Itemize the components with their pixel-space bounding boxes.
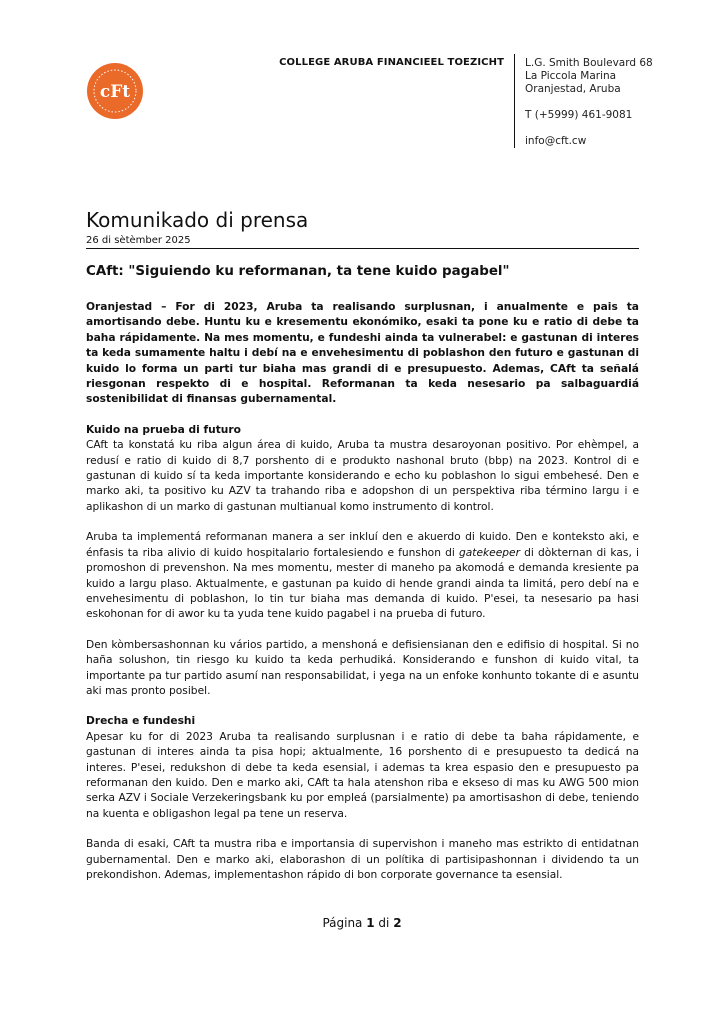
page-label: Página: [322, 916, 363, 930]
paragraph: Banda di esaki, CAft ta mustra riba e importansia di supervishon i maneho mas estrikto di entidatnan gubernamental. Den e marko aki, elaborashon di un polítika di partisipashonnan i dividendo ta un prekondishon. Ademas, implementashon rápido di bon corporate governance ta esensial.: [86, 837, 639, 881]
address-line: La Piccola Marina: [525, 70, 617, 82]
title-divider: [86, 248, 639, 249]
logo-text: cFt: [99, 82, 131, 102]
page-total: 2: [393, 916, 402, 930]
address-line: Oranjestad, Aruba: [525, 83, 621, 95]
address-line: L.G. Smith Boulevard 68: [525, 57, 653, 69]
paragraph: Den kòmbersashonnan ku vários partido, a menshoná e defisiensianan den e edifisio di hospital. Si no haña solushon, tin riesgo ku kuido ta keda perhudiká. Konsiderando e funshon di kuido vital, ta importante pa tur partido asumí nan responsabilidat, i yega na un enfoke konhunto tokante di e asuntu aki mas pronto posibel.: [86, 637, 639, 697]
paragraph: Apesar ku for di 2023 Aruba ta realisando surplusnan i e ratio di debe ta baha rápidamente, e gastunan di interes ainda ta pisa hopi; aktualmente, 16 porshento di e presupuesto ta dedicá na interes. P'esei, redukshon di debe ta keda esensial, i ademas ta krea espasio den e presupuesto pa reformanan den kuido. Den e marko aki, CAft ta hala atenshon riba e ekseso di mas ku AWG 500 mion serka AZV i Sociale Verzekeringsbank ku por empleá (parsialmente) pa amortisashon di debe, teniendo na kuenta e obligashon legal pa tene un reserva.: [86, 729, 639, 820]
page-footer: [0, 916, 724, 930]
document-date: 26 di sètèmber 2025: [86, 235, 191, 246]
paragraph: Aruba ta implementá reformanan manera a ser inkluí den e akuerdo di kuido. Den e konteksto aki, e énfasis ta riba alivio di kuido hospitalario fortalesiendo e funshon di gatekeeper di dòkternan di kas, i promoshon di prevenshon. Na mes momentu, mester di maneho pa akomodá e demanda kresiente pa kuido a largu plaso. Aktualmente, e gastunan pa kuido di hende grandi ainda ta limitá, pero debí na e envehesimentu di poblashon, lo tin tur biaha mas demanda di kuido. P'esei, ta nesesario pa hasi eskohonan for di awor ku ta yuda tene kuido pagabel i na prueba di futuro.: [86, 530, 639, 621]
document-body: [86, 299, 639, 897]
organization-name: COLLEGE ARUBA FINANCIEEL TOEZICHT: [279, 57, 504, 68]
paragraph: CAft ta konstatá ku riba algun área di kuido, Aruba ta mustra desaroyonan positivo. Por ehèmpel, a redusí e ratio di kuido di 8,7 porshento di e produkto nashonal bruto (bbp) na 2023. Kontrol di e gastunan di kuido sí ta keda importante konsiderando e echo ku poblashon lo sigui embehesé. Den e marko aki, ta positivo ku AZV ta trahando riba e adopshon di un perspektiva riba término largu i e aplikashon di un marko di gastunan multianual komo instrumento di kontrol.: [86, 438, 639, 513]
headline: CAft: "Siguiendo ku reformanan, ta tene kuido pagabel": [86, 264, 510, 279]
page-number: 1: [366, 916, 375, 930]
section-heading: Kuido na prueba di futuro: [86, 422, 241, 436]
section-heading: Drecha e fundeshi: [86, 714, 196, 728]
email-address: info@cft.cw: [525, 135, 587, 147]
page-of-label: di: [378, 916, 390, 930]
address-block: [525, 57, 653, 148]
lead-paragraph: Oranjestad – For di 2023, Aruba ta realisando surplusnan, i anualmente e pais ta amortisando debe. Huntu ku e kresementu ekonómiko, esaki ta pone ku e ratio di debe ta baha rápidamente. Na mes momentu, e fundeshi ainda ta vulnerabel: e gastunan di interes ta keda sumamente haltu i debí na e envehesimentu di poblashon den futuro e gastunan di kuido lo forma un parti tur biaha mas grandi di e presupuesto. Ademas, CAft ta señalá riesgonan respekto di e hospital. Reformanan ta keda nesesario pa salbaguardiá sostenibilidat di finansas gubernamental.: [86, 300, 639, 406]
cft-logo: [86, 62, 144, 120]
document-title: Komunikado di prensa: [86, 208, 309, 232]
italic-term: gatekeeper: [459, 545, 520, 559]
phone-number: T (+5999) 461-9081: [525, 109, 633, 121]
header-divider: [514, 54, 515, 148]
